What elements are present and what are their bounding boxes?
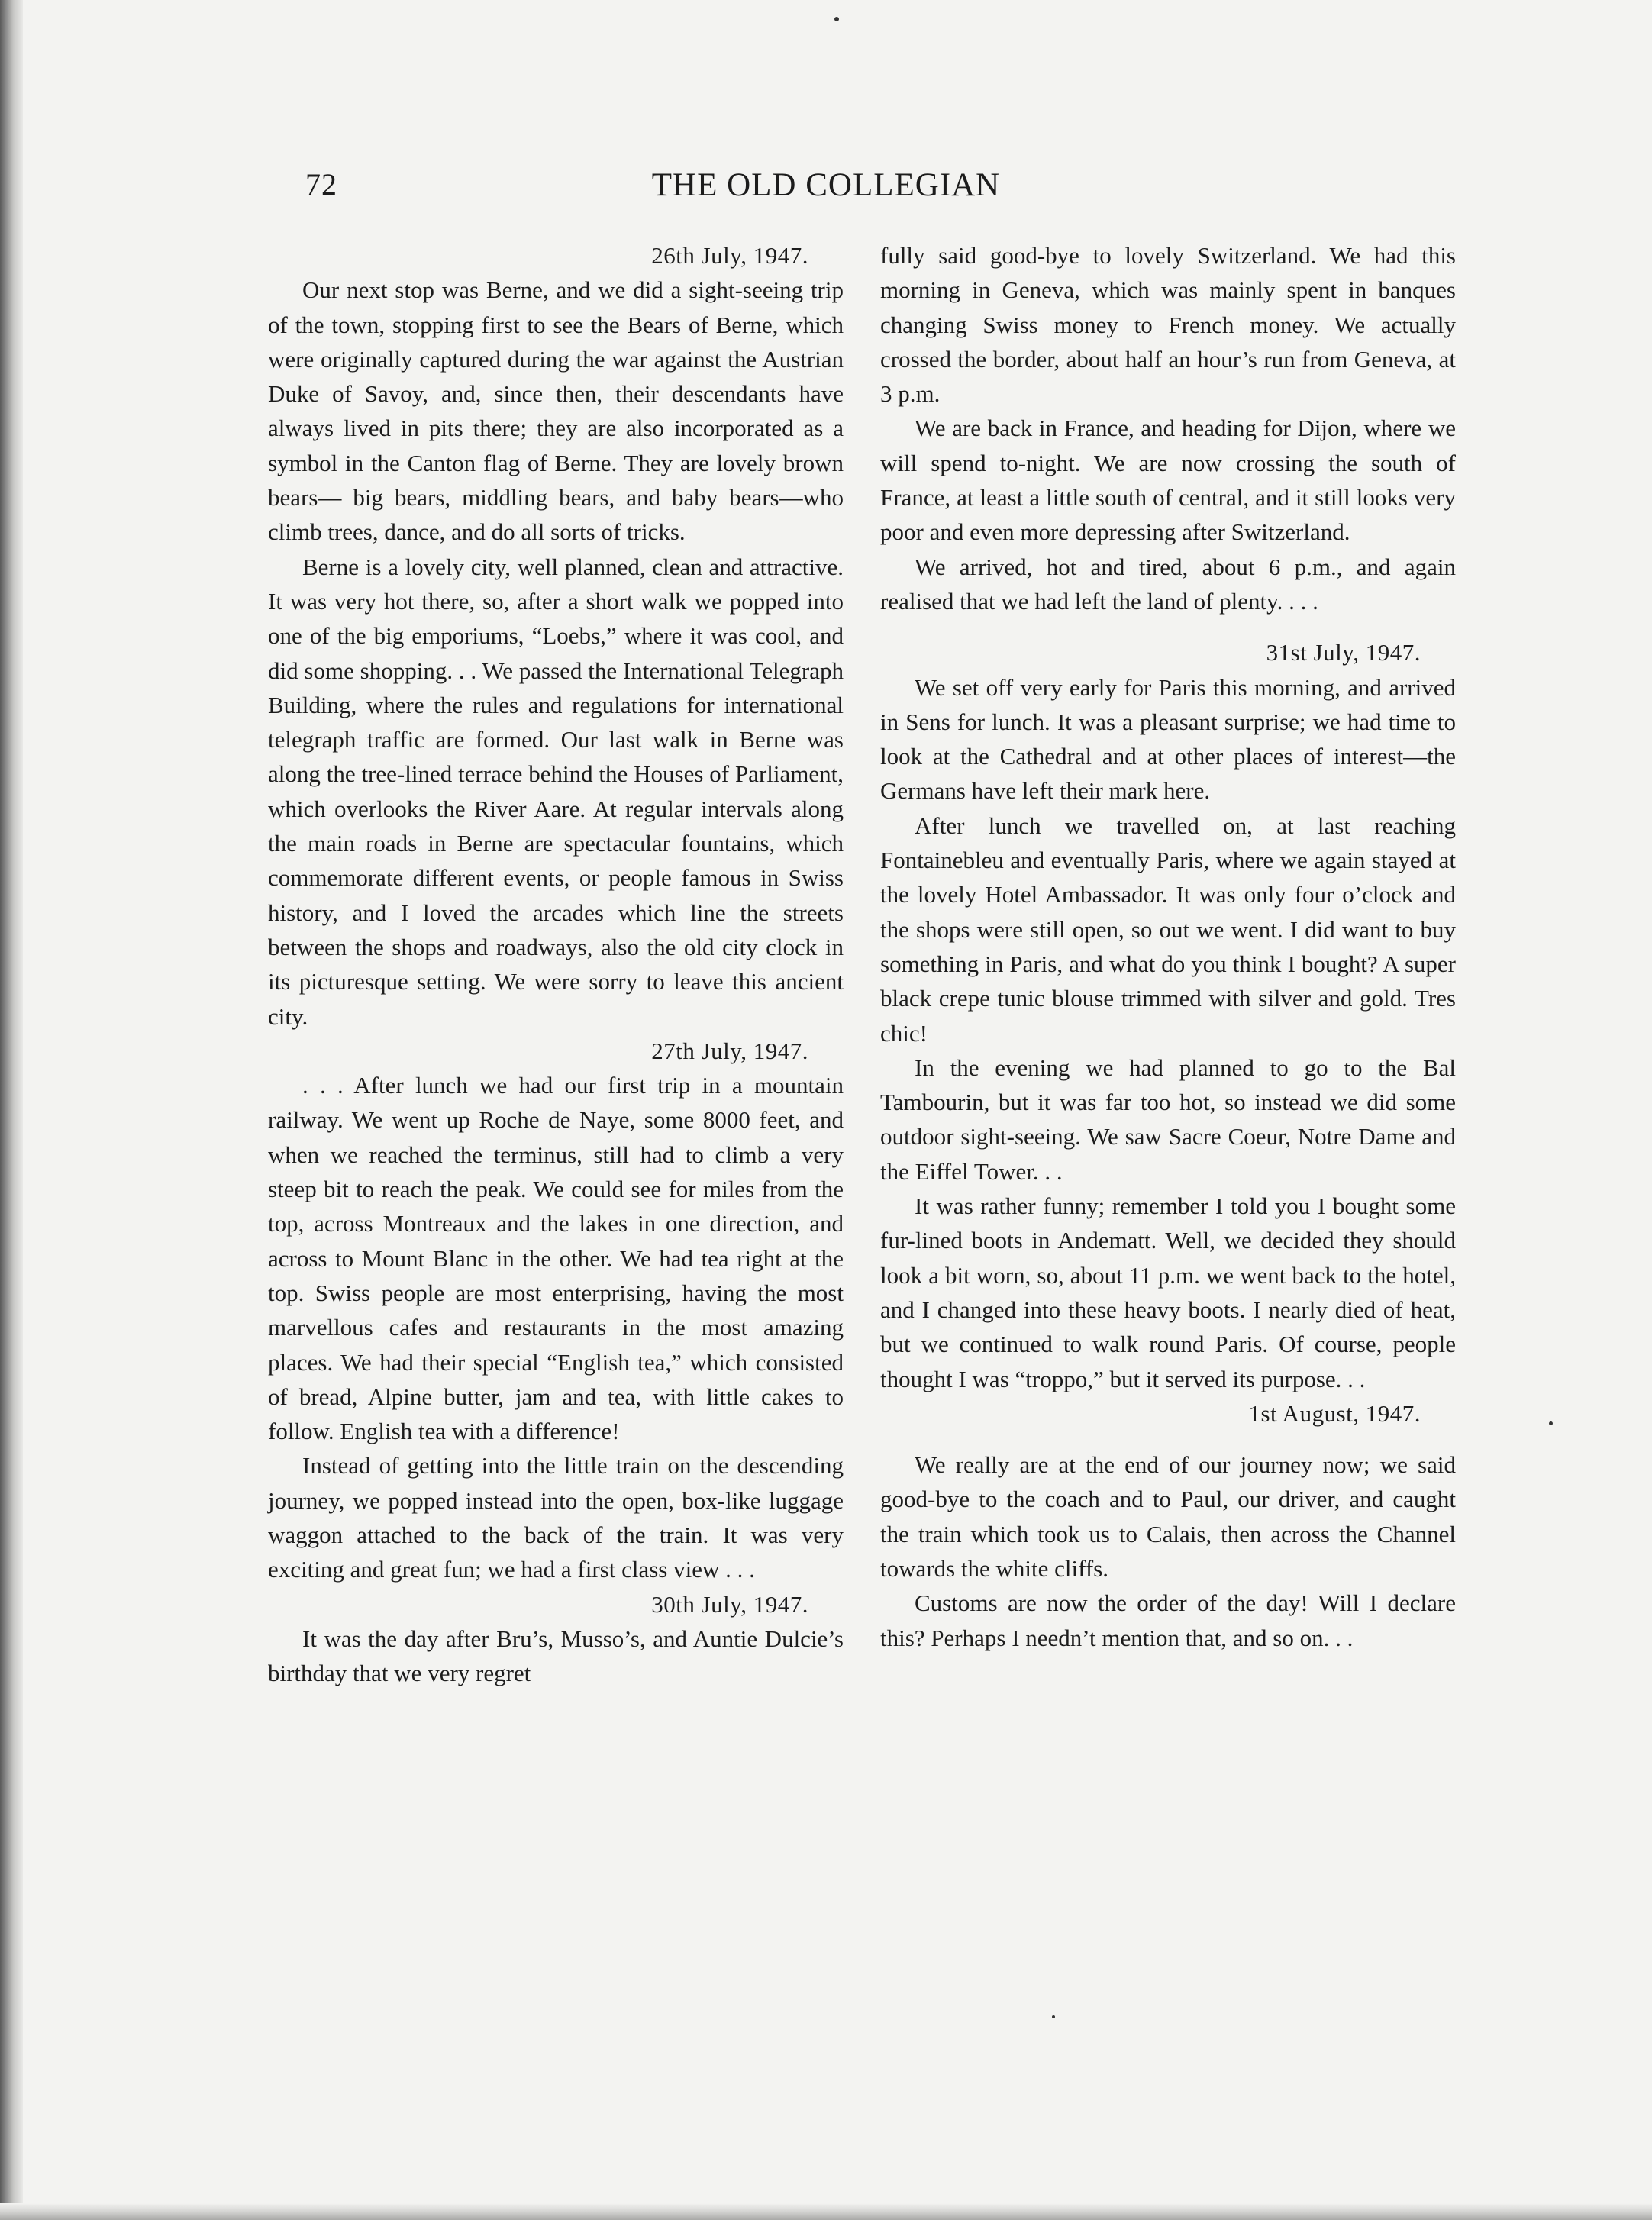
paragraph: Our next stop was Berne, and we did a sight-seeing trip of the town, stopping first to see the Bears of Berne, which were originally captured during the war against the Austrian Duke of Savoy, and, since then, their descendants have always lived in pits there; they are also incorporated as a symbol in the Canton flag of Berne. They are lovely brown bears— big bears, middling bears, and baby bears—who climb trees, dance, and do all sorts of tricks.: [268, 276, 844, 546]
paragraph: We arrived, hot and tired, about 6 p.m., and again realised that we had left the land of plenty. . . .: [880, 553, 1456, 615]
page-bottom-edge: [0, 2203, 1652, 2220]
dust-speck: [1052, 2015, 1055, 2018]
paragraph: Instead of getting into the little train on the descending journey, we popped instead into the open, box-like luggage waggon attached to the back of the train. It was very exciting and great fun; we had a first class view . . .: [268, 1452, 844, 1583]
page-number: 72: [305, 167, 337, 202]
dust-speck: [834, 17, 839, 21]
paragraph: Berne is a lovely city, well planned, clean and attractive. It was very hot there, so, after a short walk we popped into one of the big emporiums, “Loebs,” where it was cool, and did some shopping. . . We passed the International Telegraph Building, where the rules and regulations for international telegraph traffic are formed. Our last walk in Berne was along the tree-lined terrace behind the Houses of Parliament, which overlooks the River Aare. At regular intervals along the main roads in Berne are spectacular fountains, which commemorate different events, or people famous in Swiss history, and I loved the arcades which line the streets between the shops and roadways, also the old city clock in its picturesque setting. We were sorry to leave this ancient city.: [268, 553, 844, 1030]
running-title: THE OLD COLLEGIAN: [651, 167, 1001, 203]
entry-date: 27th July, 1947.: [651, 1037, 808, 1064]
book-binding-edge: [0, 0, 23, 2220]
paragraph: . . . After lunch we had our first trip in a mountain railway. We went up Roche de Naye, some 8000 feet, and when we reached the terminus, still had to climb a very steep bit to reach the peak. We could see for miles from the top, across Montreaux and the lakes in one direction, and across to Mount Blanc in the other. We had tea right at the top. Swiss people are most enterprising, having the most marvellous cafes and restaurants in the most amazing places. We had their special “English tea,” which consisted of bread, Alpine butter, jam and tea, with little cakes to follow. English tea with a difference!: [268, 1072, 844, 1445]
entry-date: 1st August, 1947.: [1248, 1399, 1421, 1427]
left-column: [268, 238, 844, 1690]
paragraph: In the evening we had planned to go to the Bal Tambourin, but it was far too hot, so instead we did some outdoor sight-seeing. We saw Sacre Coeur, Notre Dame and the Eiffel Tower. . .: [880, 1054, 1456, 1185]
paragraph: Customs are now the order of the day! Will I declare this? Perhaps I needn’t mention that, and so on. . .: [880, 1589, 1456, 1651]
dust-speck: [1549, 1421, 1553, 1425]
section-spacer: [880, 618, 1456, 635]
entry-date: 30th July, 1947.: [651, 1590, 808, 1618]
paragraph: After lunch we travelled on, at last reaching Fontainebleu and eventually Paris, where we again stayed at the lovely Hotel Ambassador. It was only four o’clock and the shops were still open, so out we went. I did want to buy something in Paris, and what do you think I bought? A super black crepe tunic blouse trimmed with silver and gold. Tres chic!: [880, 812, 1456, 1047]
section-spacer: [880, 1431, 1456, 1447]
entry-date: 26th July, 1947.: [651, 242, 808, 269]
right-column: [880, 238, 1456, 1655]
paragraph: We set off very early for Paris this morning, and arrived in Sens for lunch. It was a pleasant surprise; we had time to look at the Cathedral and at other places of interest—the Germans have left their mark here.: [880, 673, 1456, 805]
paragraph: We are back in France, and heading for Dijon, where we will spend to-night. We are now crossing the south of France, at least a little south of central, and it still looks very poor and even more depressing after Switzerland.: [880, 415, 1456, 546]
entry-date: 31st July, 1947.: [1266, 639, 1421, 666]
paragraph-continuation: fully said good-bye to lovely Switzerland. We had this morning in Geneva, which was mainly spent in banques changing Swiss money to French money. We actually crossed the border, about half an hour’s run from Geneva, at 3 p.m.: [880, 242, 1456, 408]
paragraph: We really are at the end of our journey now; we said good-bye to the coach and to Paul, our driver, and caught the train which took us to Calais, then across the Channel towards the white cliffs.: [880, 1451, 1456, 1582]
paragraph: It was the day after Bru’s, Musso’s, and Auntie Dulcie’s birthday that we very regret: [268, 1625, 844, 1687]
paragraph: It was rather funny; remember I told you I bought some fur-lined boots in Andematt. Well, we decided they should look a bit worn, so, about 11 p.m. we went back to the hotel, and I changed into these heavy boots. I nearly died of heat, but we continued to walk round Paris. Of course, people thought I was “troppo,” but it served its purpose. . .: [880, 1192, 1456, 1392]
